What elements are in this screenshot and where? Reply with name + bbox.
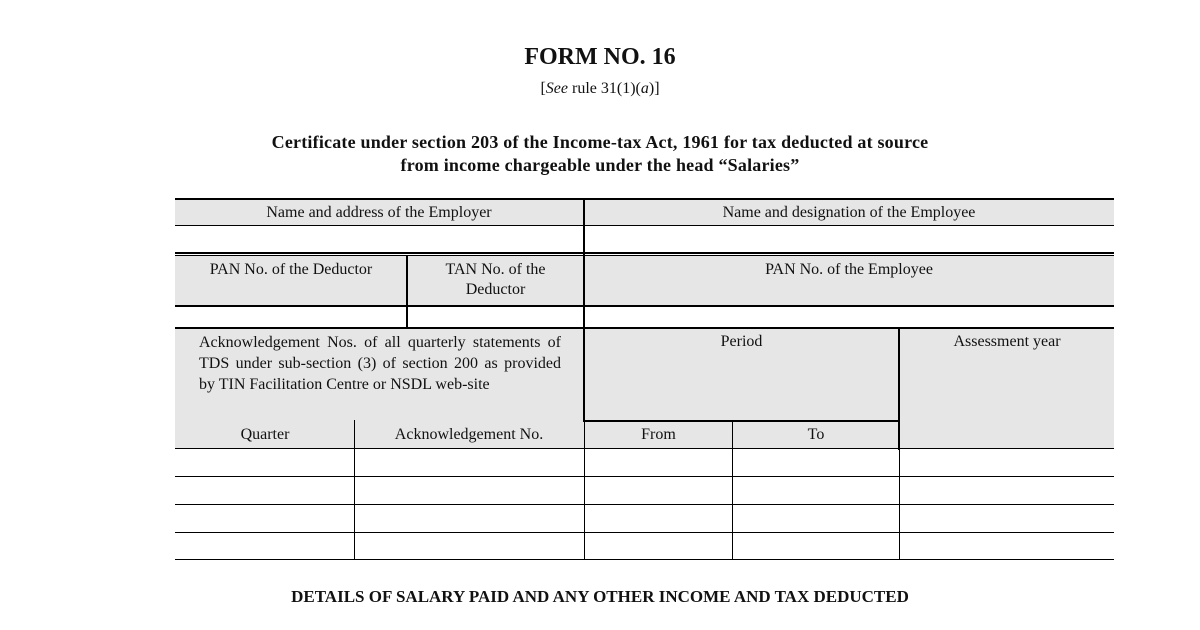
- tan-deductor-header: [408, 260, 583, 300]
- certificate-title-line1: Certificate under section 203 of the Income-tax Act, 1961 for tax deducted at source: [271, 132, 929, 152]
- table-row[interactable]: [175, 477, 1114, 504]
- employee-header: Name and designation of the Employee: [722, 204, 976, 221]
- tan-deductor-input-cell[interactable]: [408, 307, 582, 327]
- details-heading: DETAILS OF SALARY PAID AND ANY OTHER INCOME AND TAX DEDUCTED: [291, 587, 909, 606]
- employer-header: Name and address of the Employer: [266, 204, 492, 221]
- pan-deductor-input-cell[interactable]: [176, 307, 405, 327]
- acknowledgement-no-header: Acknowledgement No.: [394, 426, 544, 443]
- rule-see: See: [545, 80, 568, 97]
- rule-prefix: [: [540, 80, 546, 97]
- tan-deductor-line2: Deductor: [465, 281, 526, 298]
- table-row[interactable]: [175, 505, 1114, 532]
- pan-employee-input-cell[interactable]: [585, 307, 1113, 327]
- from-header: From: [641, 426, 676, 443]
- rule-reference: [0, 80, 1200, 98]
- table-row[interactable]: [175, 449, 1114, 476]
- acknowledgement-description: Acknowledgement Nos. of all quarterly statements of TDS under sub-section (3) of section 200 as provided by TIN Facilitation Centre or NSDL web-site: [199, 334, 561, 393]
- to-header: To: [807, 426, 825, 443]
- pan-employee-header: PAN No. of the Employee: [765, 261, 933, 278]
- form-title: FORM NO. 16: [524, 44, 676, 70]
- employee-input-cell[interactable]: [585, 227, 1113, 252]
- rule-suffix: )]: [648, 80, 660, 97]
- assessment-year-header: Assessment year: [953, 333, 1061, 350]
- employer-input-cell[interactable]: [176, 227, 582, 252]
- rule-mid: rule 31(1)(: [568, 80, 641, 97]
- tan-deductor-line1: TAN No. of the: [445, 261, 546, 278]
- pan-deductor-header: PAN No. of the Deductor: [209, 261, 373, 278]
- table-row[interactable]: [175, 533, 1114, 559]
- certificate-title-line2: from income chargeable under the head “Salaries”: [400, 155, 800, 175]
- rule-a: a: [640, 80, 649, 97]
- quarter-header: Quarter: [240, 426, 290, 443]
- period-header: Period: [720, 333, 763, 350]
